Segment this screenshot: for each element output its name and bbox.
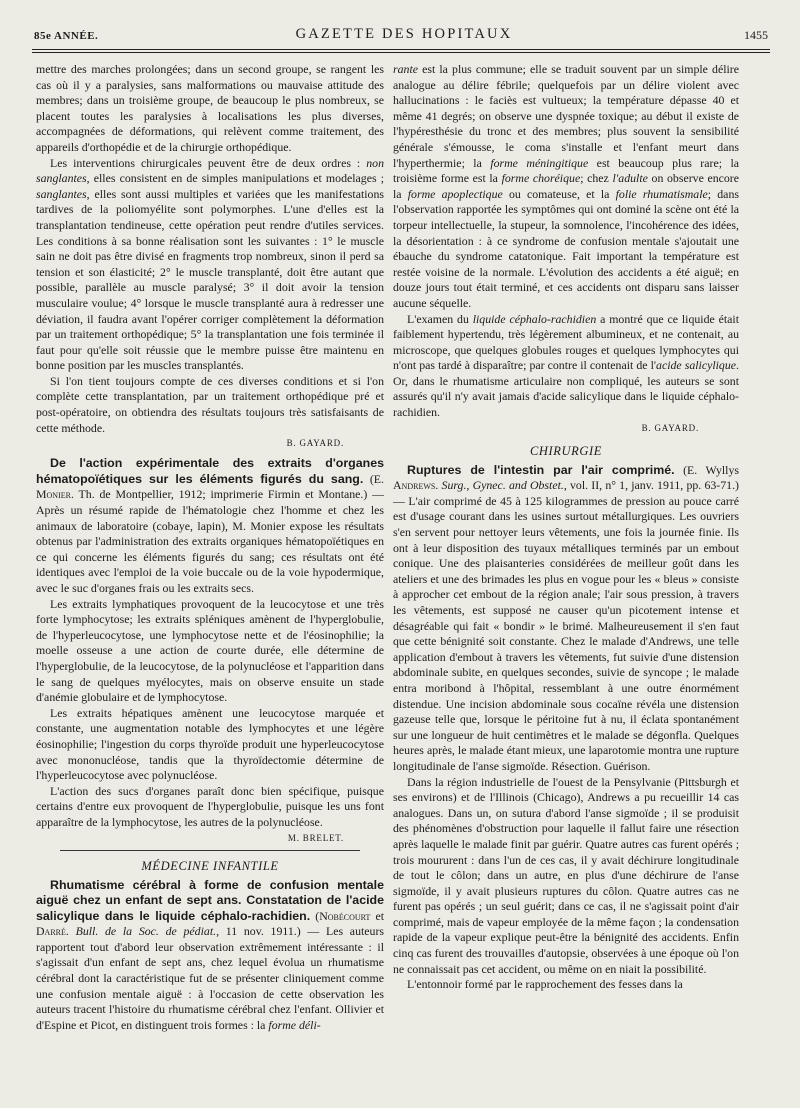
- author-signature: M. BRELET.: [287, 832, 344, 843]
- journal-citation: Bull. de la Soc. de pédiat.: [75, 924, 217, 939]
- section-heading: MÉDECINE INFANTILE: [141, 858, 279, 873]
- text-run: (E. Wyllys: [674, 462, 739, 477]
- text-run: . Or, dans le rhumatisme articulaire non compliqué, les auteurs se sont assurés qu'il n'y avait jamais d'acide salicylique dans le liquide céphalo-rachidien.: [393, 358, 739, 420]
- text-run: , 11 nov. 1911.) — Les auteurs rapportent tout d'abord leur observation extrêmement intéressante : il s'agissait d'un enfant de sept ans, chez lequel évolua un rhumatisme cérébral dont la caractéristique fut de se présenter cliniquement comme une confusion mentale aiguë : à l'occasion de cette observation les auteurs tracent l'histoire du rhumatisme cérébral chez l'enfant. Ollivier et d'Espine et Picot, en distinguent trois formes : la: [36, 924, 385, 1032]
- paragraph: L'action des sucs d'organes paraît donc bien spécifique, puisque certains d'entre eux provoquent de l'hyperglobulie, puisque les uns font apparaître de la lymphocytose, les autres de la polynucléose.: [36, 783, 384, 829]
- italic-term: liquide céphalo-rachidien: [472, 311, 597, 326]
- text-run: , elles sont aussi multiples et variées que les manifestations tardives de la poliomyélite sont polymorphes. L'une d'elles est la transplantation tendineuse, cette opération peut rendre d'utiles services. Les conditions à sa bonne réalisation sont les suivantes : 1° le muscle sain ne doit pas être divisé en fragments trop nombreux, sinon il perd sa tension et son élasticité; 2° le muscle transplanté, doit être autant que possible, parallèle au muscle paralysé; 3° il doit avoir la tension musculaire voulue; 4° lorsque le muscle transplanté aura à redresser une déviation, il faudra avant l'opérer corriger complètement la déformation par un traitement orthopédique; 5° la transplantation une fois terminée il faut pour qu'elle soit réussie que le membre puisse être maintenu en bonne position par les muscles transplantés.: [36, 186, 384, 373]
- section-heading: CHIRURGIE: [529, 443, 603, 458]
- text-run: et: [370, 908, 384, 923]
- text-run: . Th. de Montpellier, 1912; imprimerie Firmin et Montane.) — Après un résumé rapide de l'hématologie chez l'homme et chez les animaux de laboratoire (cobaye, lapin), M. Monier expose les résultats obtenus par l'administration des extraits organiques hématopoïétiques en ce qui concerne les éléments figurés du sang; ces résultats ont été identiques avec l'emploi de la voie buccale ou de la voie hypodermique, avec le suc d'organes frais ou les extraits secs.: [36, 487, 384, 595]
- italic-term: forme choréique: [501, 171, 581, 186]
- text-run: ou comateuse, et la: [502, 186, 616, 201]
- page-number: 1455: [744, 28, 768, 42]
- section-separator: [60, 850, 360, 851]
- author-name: Nobécourt: [319, 908, 371, 923]
- right-column: [393, 62, 739, 993]
- page-header: [34, 26, 768, 46]
- text-run: L'examen du: [407, 311, 473, 326]
- text-run: ; chez: [580, 171, 613, 186]
- text-run: a montré que ce liquide était faiblement hypertendu, très légèrement albumineux, et ne contenait, au microscope, que quelques globules rouges et quelques lymphocytes qui n'ont pas tardé à disparaître; par contre il contenait de l': [393, 311, 739, 373]
- edition-label: 85e ANNÉE.: [34, 30, 99, 42]
- paragraph: [393, 312, 739, 421]
- italic-term: forme méningitique: [490, 155, 589, 170]
- italic-term: l'adulte: [612, 171, 648, 186]
- text-run: .: [65, 924, 76, 939]
- italic-term: forme déli-: [268, 1017, 321, 1032]
- text-run: Les interventions chirurgicales peuvent être de deux ordres :: [50, 155, 367, 170]
- text-run: , elles consistent en de simples manipulations et modelages ;: [86, 171, 384, 186]
- author-name: Andrews: [393, 478, 436, 493]
- italic-term: rante: [393, 62, 419, 76]
- article-paragraph: [393, 463, 739, 775]
- article-title: De l'action expérimentale des extraits d'organes hématopoïétiques sur les éléments figurés du sang.: [36, 456, 384, 486]
- journal-citation: Surg., Gynec. and Obstet.: [441, 478, 564, 493]
- paragraph: Les extraits hépatiques amènent une leucocytose marquée et constante, une augmentation notable des lymphocytes et une légère éosinophilie; l'ingestion du corps thyroïde produit une hyperleucocytose avec mononucléose, tandis que la thyroïdectomie détermine de l'hyperleucocytose avec polynucléose.: [36, 705, 384, 783]
- text-run: est beaucoup plus rare; la troisième forme est la: [393, 155, 739, 186]
- italic-term: acide salicylique: [656, 358, 737, 373]
- italic-term: forme apoplectique: [407, 186, 503, 201]
- author-signature: B. GAYARD.: [641, 422, 699, 433]
- article-title: Rhumatisme cérébral à forme de confusion mentale aiguë chez un enfant de sept ans. Constatation de l'acide salicylique dans le liquide céphalo-rachidien.: [36, 877, 384, 923]
- paragraph: Les extraits lymphatiques provoquent de la leucocytose et une très forte lymphocytose; les extraits spléniques amènent de l'hyperglobulie, de l'hyperleucocytose, une lymphocytose nette et de l'éosinophilie; la moelle osseuse a une action de courte durée, elle détermine de l'hyperglobulie, de la leucocytose, de la polynucléose et l'apparition dans le sang de quelques myélocytes, mais on observe ensuite un stade d'anémie globulaire et de lymphocytose.: [36, 596, 384, 705]
- journal-title: GAZETTE DES HOPITAUX: [295, 26, 513, 42]
- italic-term: folie rhumatismale: [615, 186, 708, 201]
- text-run: on observe encore la: [393, 171, 740, 201]
- paragraph: [393, 62, 739, 312]
- italic-term: sanglantes: [36, 186, 87, 201]
- article-paragraph: [36, 878, 384, 1034]
- paragraph: mettre des marches prolongées; dans un second groupe, se rangent les cas où il y a paralysies, sans malformations ou mauvaise attitude des membres; dans un troisième groupe, de beaucoup le plus nombreux, se placent toutes les paralysies à localisations les plus diverses, accompagnées de déformations, qui relèvent comme traitement, des appareils d'orthopédie et de la chirurgie orthopédique.: [36, 62, 384, 154]
- article-paragraph: [36, 456, 384, 596]
- header-rule-top: [32, 49, 770, 50]
- article-title: Ruptures de l'intestin par l'air comprimé.: [407, 462, 675, 477]
- text-run: ; dans l'observation rapportée les symptômes qui ont dominé la scène ont été la torpeur intellectuelle, la stupeur, la somnolence, l'incohérence des idées, la désorientation : à ce syndrome de confusion mentale s'ajoutait une ébauche du syndrome catatonique. Fait important la température est restée voisine de la normale. L'évolution des accidents a été aiguë; en douze jours tout était terminé, et ces accidents ont disparu sans laisser aucune séquelle.: [393, 186, 739, 310]
- paragraph: L'entonnoir formé par le rapprochement des fesses dans la: [407, 977, 683, 992]
- author-name: Monier: [36, 487, 71, 502]
- author-signature: B. GAYARD.: [286, 438, 344, 449]
- left-column: [36, 62, 384, 1033]
- paragraph: Si l'on tient toujours compte de ces diverses conditions et si l'on complète cette transplantation, par un traitement orthopédique pré et post-opératoire, on obtiendra des résultats toujours très satisfaisants de cette méthode.: [36, 373, 384, 435]
- header-rule-bottom: [32, 52, 770, 53]
- italic-term: non sanglantes: [36, 155, 384, 186]
- text-run: (: [310, 908, 320, 923]
- text-run: est la plus commune; elle se traduit souvent par un simple délire analogue au délire fébrile; quelquefois par un délire violent avec hallucinations : le faciès est vultueux; la température dépasse 40 et même 41 degrés; on observe une dyspnée toxique; au début il existe de l'hypéresthésie du tronc et des membres; plus souvent la sensibilité générale s'émousse, le coma s'installe et l'enfant meurt dans l'hyperthermie; la: [393, 62, 739, 170]
- text-run: (E.: [363, 471, 384, 486]
- text-run: , vol. II, n° 1, janv. 1911, pp. 63-71.) — L'air comprimé de 45 à 125 kilogrammes de pression au pouce carré est d'usage courant dans les usines surtout métallurgiques. Les ouvriers s'en servent pour nettoyer leurs vêtements, une fois la journée finie. Ils ont à leur disposition des tuyaux métalliques terminés par un embout conique. Une des plaisanteries considérées de meilleur goût dans les ateliers et une des brimades les plus en vogue pour les « bleus » consiste à approcher cet embout de la région anale; l'air sous pression, à travers les vêtements, est supposé ne causer qu'un picotement intense et désagréable qui fait « bondir » le brimé. Malheureusement il s'en faut que cette bénignité soit constante. Chez le malade d'Andrews, une telle application d'embout à travers les vêtements, fut suivie d'une distension abdominale subite, en quelques secondes, suivie de syncope ; le malade entra moribond à l'hôpital, ressemblant à une outre énormément distendue. Une incision abdominale sous cocaïne révéla une distension gazeuse telle que, lorsque le péritoine fut à nu, il éclata spontanément sur une longueur de huit centimètres et le malade se dégonfla. Quelques heures après, le malade étant mieux, une laparotomie montra une rupture longitudinale de l'anse sigmoïde. Résection. Guérison.: [393, 478, 739, 773]
- author-name: Darré: [36, 924, 66, 939]
- paragraph: [36, 156, 384, 374]
- text-run: .: [435, 478, 442, 493]
- paragraph: Dans la région industrielle de l'ouest de la Pensylvanie (Pittsburgh et ses environs) et de l'Illinois (Chicago), Andrews a pu recueillir 14 cas analogues. Dans un, on sutura d'abord l'anse sigmoïde ; il se produisit des phénomènes d'obstruction pour laquelle il fallut faire une résection après laquelle le malade finit par guérir. Quatre autres cas furent opérés ; trois moururent : dans l'un de ces cas, il y avait déchirure longitudinale de tout le côlon; dans un autre, en plus d'une déchirure de l'anse sigmoïde, il y avait plusieurs ruptures du côlon. Quatre autres cas ne furent pas opérés ; un seul guérit; dans ce cas, il ne s'agissait point d'air comprimé, mais de vapeur employée de la même façon ; la condensation rapide de la vapeur explique peut-être la bénignité des accidents. Enfin cinq cas furent des trouvailles d'autopsie, observées à une époque où l'on ne connaissait pas cet accident, ou même on en niait la possibilité.: [393, 774, 739, 976]
